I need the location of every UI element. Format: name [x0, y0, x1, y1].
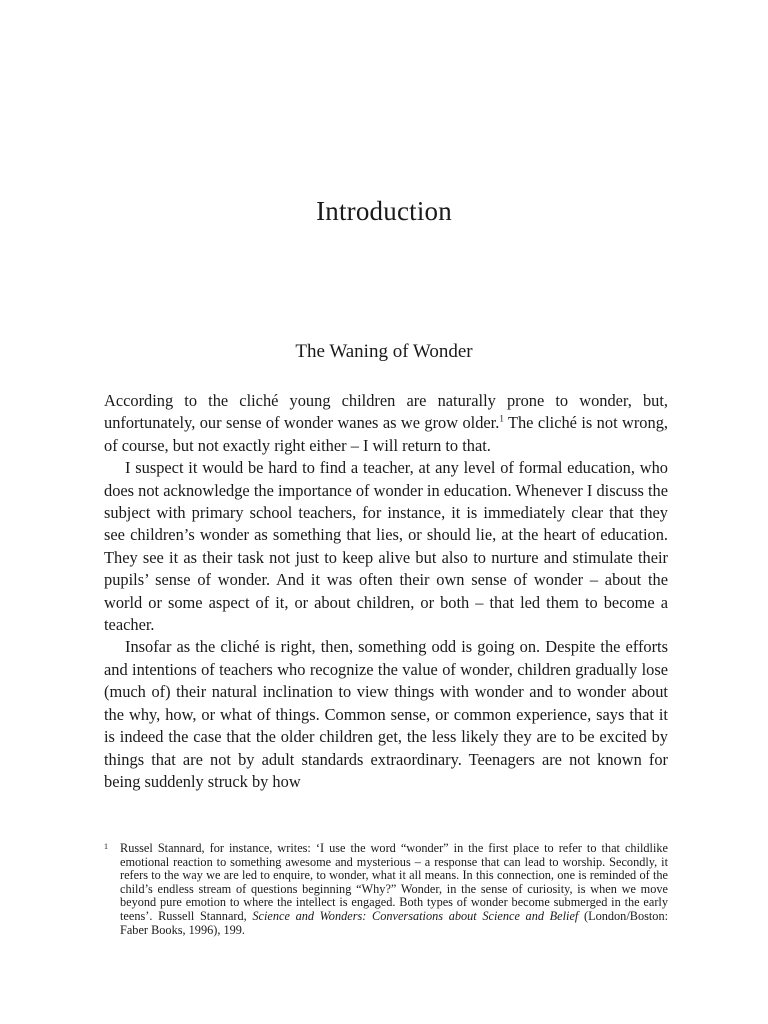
footnote-number: 1: [104, 842, 108, 851]
footnote-book-title: Science and Wonders: Conversations about Science and Belief: [252, 908, 579, 923]
section-title: The Waning of Wonder: [295, 341, 473, 362]
footnotes: [104, 842, 668, 937]
paragraph: I suspect it would be hard to find a teacher, at any level of formal education, who does not acknowledge the importance of wonder in education. Whenever I discuss the subject with primary school teachers, for instance, it is immediately clear that they see children’s wonder as something that lies, or should lie, at the heart of education. They see it as their task not just to keep alive but also to nurture and stimulate their pupils’ sense of wonder. And it was often their own sense of wonder – about the world or some aspect of it, or about children, or both – that led them to become a teacher.: [104, 458, 668, 635]
paragraph-text: According to the cliché young children are naturally prone to wonder, but, unfortunately, our sense of wonder wanes as we grow older.: [104, 391, 668, 433]
footnote-citation: (London/Boston: Faber Books, 1996), 199.: [120, 908, 669, 937]
footnote-reference[interactable]: 1: [499, 413, 504, 424]
footnote-text: Russel Stannard, for instance, writes: ‘I use the word “wonder” in the first place to refer to that childlike emotional reaction to something awesome and mysterious – a response that can lead to worship. Secondly, it refers to the way we are led to enquire, to wonder, what it all means. In this connection, one is reminded of the child’s endless stream of questions beginning “Why?” Wonder, in the sense of curiosity, is when we move beyond pure emotion to where the intellect is engaged. Both types of wonder become submerged in the early teens’. Russell Stannard,: [120, 841, 668, 923]
paragraph: [104, 390, 668, 457]
chapter-title: Introduction: [316, 196, 452, 226]
body-text: [104, 390, 668, 793]
paragraph: Insofar as the cliché is right, then, something odd is going on. Despite the efforts and intentions of teachers who recognize the value of wonder, children gradually lose (much of) their natural inclination to view things with wonder and to wonder about the why, how, or what of things. Common sense, or common experience, says that it is indeed the case that the older children get, the less likely they are to be excited by things that are not by adult standards extraordinary. Teenagers are not known for being suddenly struck by how: [104, 637, 668, 791]
footnote: [104, 842, 668, 937]
paragraph-text: The cliché is not wrong, of course, but not exactly right either – I will return to that.: [104, 413, 668, 455]
